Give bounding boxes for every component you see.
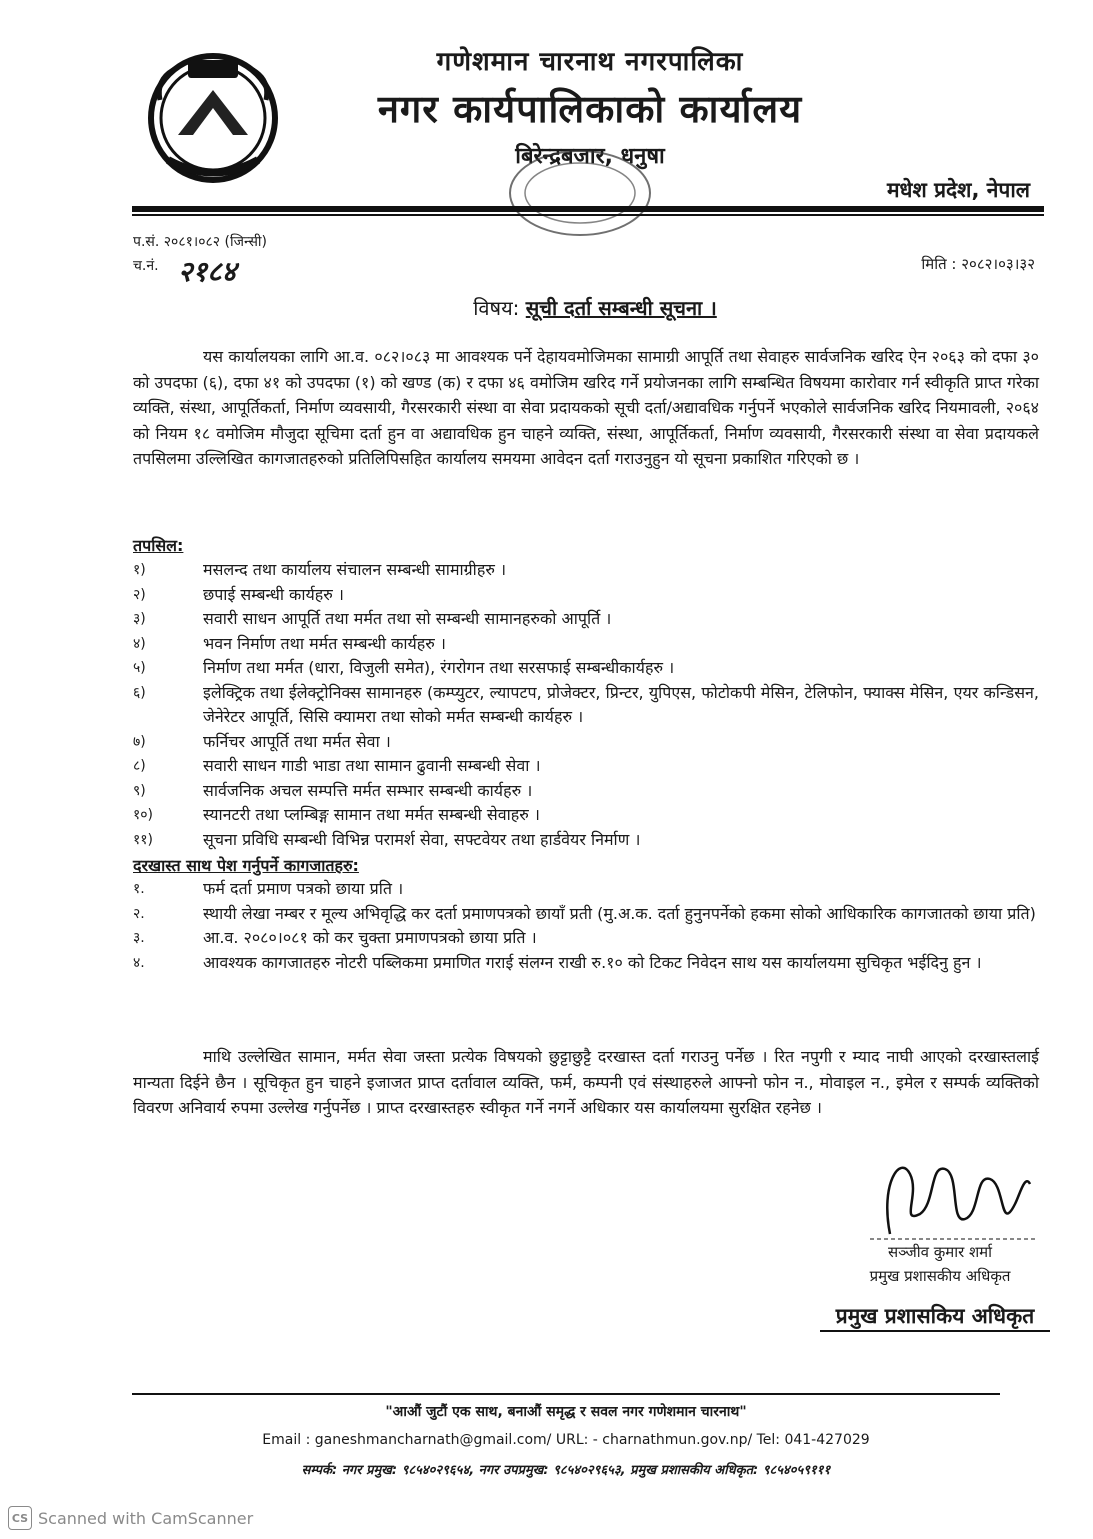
details-heading: तपसिल: — [133, 536, 184, 555]
list-item — [133, 632, 1039, 657]
item-text: आ.व. २०८०।०८१ को कर चुक्ता प्रमाणपत्रको छाया प्रति । — [203, 928, 537, 947]
subject-line — [130, 294, 1060, 321]
footer-motto: "आऔं जुटौं एक साथ, बनाऔं समृद्ध र सवल नगर गणेशमान चारनाथ" — [385, 1404, 747, 1420]
item-number: २) — [133, 586, 146, 603]
office-location: बिरेन्द्रबजार, धनुषा — [515, 144, 665, 169]
details-list — [133, 558, 1039, 852]
item-text: सवारी साधन आपूर्ति तथा मर्मत तथा सो सम्बन्धी सामानहरुको आपूर्ति । — [203, 609, 612, 628]
footer-contact: Email : ganeshmancharnath@gmail.com/ URL: - charnathmun.gov.np/ Tel: 041-427029 — [262, 1432, 870, 1448]
list-item — [133, 951, 1039, 976]
item-text: निर्माण तथा मर्मत (धारा, विजुली समेत), रंगरोगन तथा सरसफाई सम्बन्धीकार्यहरु । — [203, 658, 675, 677]
item-number: ४. — [133, 954, 145, 971]
camscanner-logo-icon: CS — [8, 1506, 32, 1530]
province: मधेश प्रदेश, नेपाल — [887, 178, 1030, 202]
header-rule-thin — [132, 214, 1044, 216]
signatory-stamp: प्रमुख प्रशासकिय अधिकृत — [820, 1302, 1050, 1332]
item-number: ९) — [133, 782, 146, 799]
documents-heading: दरखास्त साथ पेश गर्नुपर्ने कागजातहरु: — [133, 856, 359, 875]
list-item — [133, 926, 1039, 951]
nepal-emblem-icon — [138, 40, 288, 190]
subject-label: विषय: — [473, 296, 520, 320]
item-text: सवारी साधन गाडी भाडा तथा सामान ढुवानी सम्बन्धी सेवा । — [203, 756, 541, 775]
documents-list — [133, 877, 1039, 975]
list-item — [133, 730, 1039, 755]
list-item — [133, 583, 1039, 608]
item-number: १०) — [133, 807, 154, 823]
list-item — [133, 754, 1039, 779]
footer-phones: सम्पर्क: नगर प्रमुख: ९८५४०२९६५४, नगर उपप्रमुख: ९८५४०२९६५३, प्रमुख प्रशासकीय अधिकृत: ९८५४०५९१११ — [301, 1463, 831, 1478]
item-text: इलेक्ट्रिक तथा ईलेक्ट्रोनिक्स सामानहरु (कम्प्युटर, ल्यापटप, प्रोजेक्टर, प्रिन्टर, युपिएस, फोटोकपी मेसिन, टेलिफोन, फ्याक्स मेसिन, एयर कन्डिसन, जेनेरेटर आपूर्ति, सिसि क्यामरा तथा सोको मर्मत सम्बन्धी कार्यहरु । — [203, 682, 1039, 726]
item-number: १) — [133, 562, 146, 578]
item-text: सूचना प्रविधि सम्बन्धी विभिन्न परामर्श सेवा, सफ्टवेयर तथा हार्डवेयर निर्माण । — [203, 829, 641, 849]
item-number: ६) — [133, 684, 146, 701]
subject-text: सूची दर्ता सम्बन्धी सूचना । — [525, 296, 717, 320]
item-text: छपाई सम्बन्धी कार्यहरु । — [203, 584, 344, 604]
list-item — [133, 828, 1039, 853]
item-number: ३) — [133, 611, 146, 627]
item-text: स्यानटरी तथा प्लम्बिङ्ग सामान तथा मर्मत सम्बन्धी सेवाहरु । — [203, 805, 540, 824]
item-number: ५) — [133, 660, 146, 676]
notice-date: मिति : २०८२।०३।३२ — [921, 255, 1035, 273]
list-item — [133, 681, 1039, 730]
list-item — [133, 877, 1039, 902]
closing-paragraph: माथि उल्लेखित सामान, मर्मत सेवा जस्ता प्रत्येक विषयको छुट्टाछुट्टै दरखास्त दर्ता गराउनु पर्नेछ । रित नपुगी र म्याद नाघी आएको दरखास्तलाई मान्यता दिईने छैन । सूचिकृत हुन चाहने इजाजत प्राप्त दर्तावाल व्यक्ति, फर्म, कम्पनी एवं संस्थाहरुले आफ्नो फोन न., मोवाइल न., इमेल र सम्पर्क व्यक्तिको विवरण अनिवार्य रुपमा उल्लेख गर्नुपर्नेछ । प्राप्त दरखास्तहरु स्वीकृत गर्ने नगर्ने अधिकार यस कार्यालयमा सुरक्षित रहनेछ । — [133, 1047, 1039, 1117]
intro-paragraph: यस कार्यालयका लागि आ.व. ०८२।०८३ मा आवश्यक पर्ने देहायवमोजिमका सामाग्री आपूर्ति तथा सेवाहरु सार्वजनिक खरिद ऐन २०६३ को दफा ३० को उपदफा (६), दफा ४१ को उपदफा (१) को खण्ड (क) र दफा ४६ वमोजिम खरिद गर्ने प्रयोजनका लागि सम्बन्धित विषयमा कारोवार गर्न स्वीकृति प्राप्त गरेका व्यक्ति, संस्था, आपूर्तिकर्ता, निर्माण व्यवसायी, गैरसरकारी संस्था वा सेवा प्रदायकको सूची दर्ता/अद्यावधिक गर्नुपर्ने भएकोले सार्वजनिक खरिद नियमावली, २०६४ को नियम १८ वमोजिम मौजुदा सूचिमा दर्ता हुन वा अद्यावधिक हुन चाहने व्यक्ति, संस्था, आपूर्तिकर्ता, निर्माण व्यवसायी, गैरसरकारी संस्था वा सेवा प्रदायकले तपसिलमा उल्लिखित कागजातहरुको प्रतिलिपिसहित कार्यालय समयमा आवेदन दर्ता गराउनुहुन यो सूचना प्रकाशित गरिएको छ । — [133, 347, 1039, 468]
header-rule-thick — [132, 206, 1044, 212]
reference-number: प.सं. २०८१।०८२ (जिन्सी) — [133, 234, 268, 250]
camscanner-watermark — [8, 1506, 253, 1530]
signature-icon — [860, 1144, 1040, 1254]
item-number: १. — [133, 881, 145, 897]
item-number: ४) — [133, 635, 146, 652]
item-text: मसलन्द तथा कार्यालय संचालन सम्बन्धी सामाग्रीहरु । — [203, 560, 507, 579]
list-item — [133, 902, 1039, 927]
item-text: फर्म दर्ता प्रमाण पत्रको छाया प्रति । — [203, 879, 404, 898]
item-number: ११) — [133, 831, 154, 848]
office-name: नगर कार्यपालिकाको कार्यालय — [377, 87, 803, 131]
list-item — [133, 558, 1039, 583]
list-item — [133, 607, 1039, 632]
org-name: गणेशमान चारनाथ नगरपालिका — [436, 47, 744, 77]
item-text: आवश्यक कागजातहरु नोटरी पब्लिकमा प्रमाणित गराई संलग्न राखी रु.१० को टिकट निवेदन साथ यस कार्यालयमा सुचिकृत भईदिनु हुन । — [203, 952, 982, 972]
item-text: स्थायी लेखा नम्बर र मूल्य अभिवृद्धि कर दर्ता प्रमाणपत्रको छायाँ प्रती (मु.अ.क. दर्ता हुनुनपर्नेको हकमा सोको आधिकारिक कागजातको छाया प्रति) — [203, 903, 1036, 923]
dispatch-number-label: च.नं. — [133, 258, 159, 274]
list-item — [133, 779, 1039, 804]
list-item — [133, 656, 1039, 681]
item-number: ८) — [133, 758, 146, 774]
item-text: सार्वजनिक अचल सम्पत्ति मर्मत सम्भार सम्बन्धी कार्यहरु । — [203, 780, 533, 800]
signatory-name: सञ्जीव कुमार शर्मा — [887, 1243, 993, 1261]
item-text: भवन निर्माण तथा मर्मत सम्बन्धी कार्यहरु । — [203, 633, 446, 653]
watermark-text: Scanned with CamScanner — [38, 1508, 254, 1528]
footer-rule — [132, 1393, 1000, 1395]
list-item — [133, 803, 1039, 828]
dispatch-number: २१८४ — [178, 255, 237, 288]
item-number: ७) — [133, 733, 146, 750]
item-text: फर्निचर आपूर्ति तथा मर्मत सेवा । — [203, 731, 391, 751]
item-number: २. — [133, 905, 145, 922]
office-stamp-icon — [490, 138, 670, 238]
signatory-title: प्रमुख प्रशासकीय अधिकृत — [869, 1267, 1011, 1285]
item-number: ३. — [133, 930, 145, 946]
